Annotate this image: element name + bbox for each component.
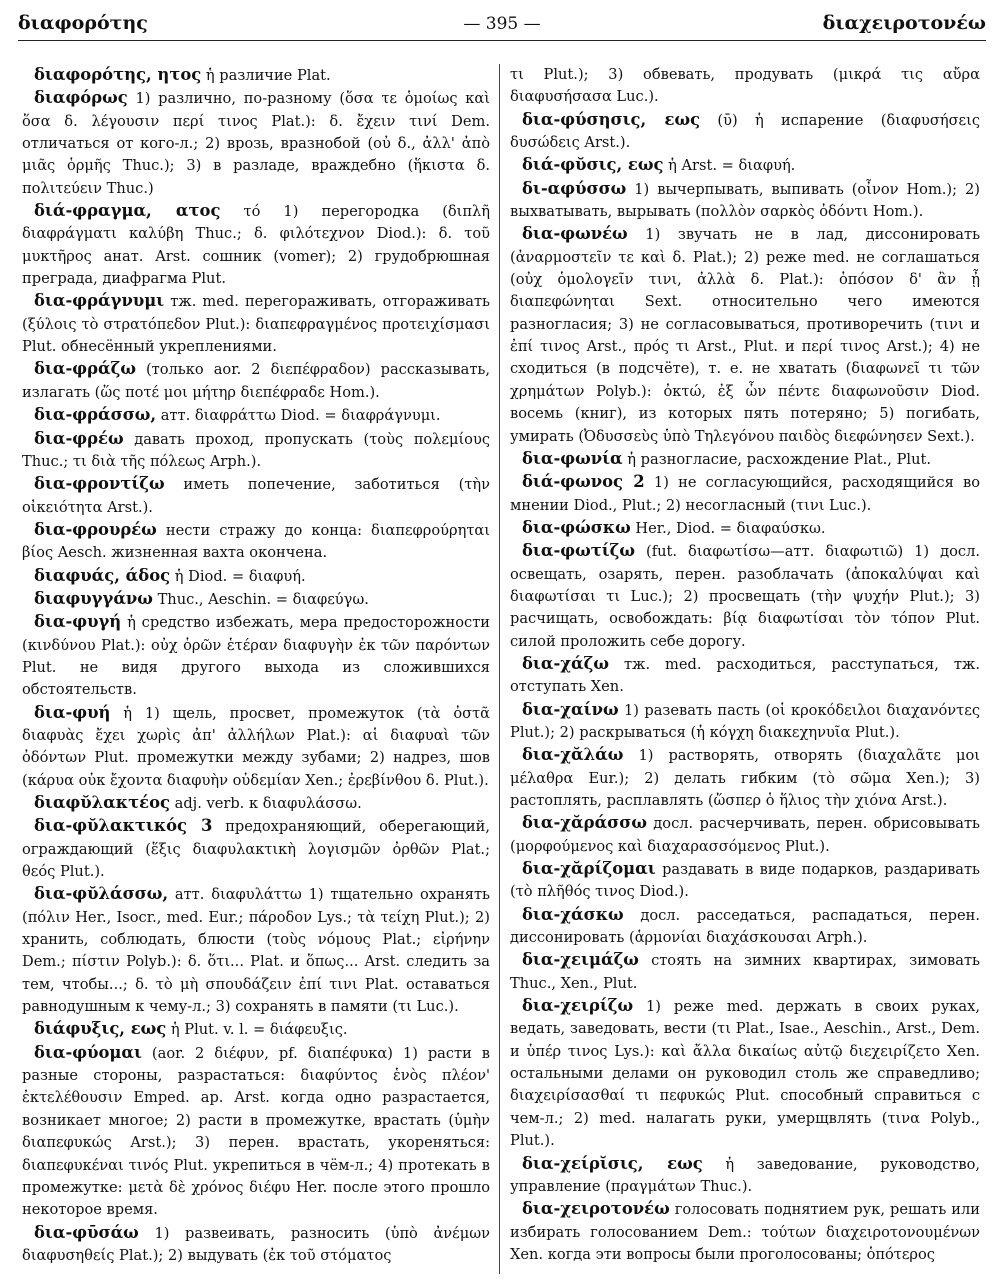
entry-headword: δια-φύσησις, εως	[522, 109, 701, 129]
entry-headword: δια-φώσκω	[522, 517, 631, 537]
entry-definition: давать проход, пропускать (τοὺς πολεμίους Thuc.; τι διὰ τῆς πόλεως Arph.).	[22, 430, 490, 470]
entry-definition: тж. med. расходиться, расступаться, тж. отступать Xen.	[510, 655, 980, 696]
entry-definition: Thuc., Aeschin. = διαφεύγω.	[157, 590, 369, 608]
entry-headword: δια-χᾰράσσω	[522, 813, 647, 833]
page-number: — 395 —	[463, 14, 541, 34]
running-head-left: διαφορότης	[18, 12, 148, 34]
dictionary-entry	[22, 519, 490, 565]
entry-definition: τό 1) перегородка (διπλῆ διαφράγματι καλύβη Thuc.; δ. φιλότεχνον Diod.): δ. τοῦ μυκτῆρος анат. Arst. сошник (vomer); 2) грудобрюшная преграда, диафрагма Plut.	[22, 203, 490, 288]
entry-headword: δια-φρουρέω	[34, 519, 157, 539]
entry-definition: досл. расчерчивать, перен. обрисовывать (μορφούμενος καὶ διαχαρασσόμενος Plut.).	[510, 815, 980, 855]
dictionary-entry	[510, 471, 980, 517]
entry-definition: 1) растворять, отворять (διαχαλᾶτε μοι μέλαθρα Eur.); 2) делать гибким (τὸ σῶμα Xen.); 3) растоплять, расплавлять (ὥσπερ ὁ ἥλιος τὴν χιόνα Arst.).	[510, 747, 980, 809]
dictionary-entry	[510, 517, 980, 540]
entry-headword: δια-φύομαι	[34, 1042, 142, 1062]
entry-definition: голосовать поднятием рук, решать или избирать голосованием Dem.: τούτων διαχειροτονουμένων Xen. когда эти вопросы были проголосованы; ὁπότερος	[510, 1201, 980, 1263]
entry-definition: ἡ 1) щель, просвет, промежуток (τὰ ὀστᾶ διαφυὰς ἔχει χωρὶς ἀπ' ἀλλήλων Plat.): αἱ διαφυαὶ τῶν ὀδόντων Plut. промежутки между зубами; 2) надрез, шов (κάρυα οὐκ ἔχοντα διαφυὴν οὐδεμίαν Xen.; ἐρεβίνθου δ. Plut.).	[22, 704, 490, 789]
dictionary-entry	[510, 995, 980, 1152]
entry-definition: (только aor. 2 διεπέφραδον) рассказывать, излагать (ὥς ποτέ μοι μήτηρ διεπέφραδε Hom.).	[22, 361, 490, 401]
left-column	[22, 64, 490, 1280]
entry-definition: ἡ средство избежать, мера предосторожности (κινδύνου Plat.): οὐχ ὁρῶν ἑτέραν διαφυγὴν ἐκ τῶν παρόντων Plut. не видя другого выхода из сложившихся обстоятельств.	[22, 614, 490, 699]
entry-headword: δια-χειροτονέω	[522, 1199, 670, 1219]
entry-headword: δια-φράγνυμι	[34, 291, 165, 311]
dictionary-entry	[22, 792, 490, 815]
entry-definition: ἡ заведование, руководство, управление (πραγμάτων Thuc.).	[510, 1155, 980, 1195]
dictionary-entry	[22, 428, 490, 474]
dictionary-entry	[510, 154, 980, 177]
entry-definition: досл. расседаться, распадаться, перен. диссонировать (ἁρμονίαι διαχάσκουσαι Arph.).	[510, 906, 980, 947]
entry-headword: δια-φυγή	[34, 612, 122, 632]
dictionary-entry	[510, 540, 980, 653]
entry-definition: Her., Diod. = διαφαύσκω.	[635, 519, 826, 537]
entry-definition: тж. med. перегораживать, отгораживать (ξύλοις τὸ στρατόπεδον Plut.): διαπεφραγμένος προτειχίσμασι Plut. обнесённый укреплениями.	[22, 293, 490, 356]
entry-definition: 1) реже med. держать в своих руках, ведать, заведовать, вести (τι Plat., Isae., Aeschin., Arst., Dem. и ὑπέρ τινος Lys.): καὶ ἄλλα δικαίως αὐτῷ διεχειρίζετο Xen. остальными делами он руководил столь же справедливо; διαχειρίσασθαί τι πεφυκώς Plut. способный справиться с чем-л.; 2) med. налагать руки, умерщвлять (τινα Polyb., Plut.).	[510, 998, 980, 1150]
dictionary-entry	[22, 883, 490, 1018]
dictionary-entry	[510, 223, 980, 447]
dictionary-entry	[22, 611, 490, 701]
dictionary-entry	[22, 588, 490, 611]
entry-definition: раздавать в виде подарков, раздаривать (τὸ πλῆθός τινος Diod.).	[510, 861, 980, 901]
entry-definition: 1) разевать пасть (οἱ κροκόδειλοι διαχανόντες Plut.); 2) раскрываться (ἡ κόγχη διακεχηνυῖα Plut.).	[510, 701, 980, 741]
entry-headword: δια-χειρίζω	[522, 996, 634, 1016]
dictionary-entry	[510, 109, 980, 155]
dictionary-entry	[22, 815, 490, 883]
dictionary-entry	[510, 949, 980, 995]
page-header	[18, 10, 986, 41]
entry-headword: δια-φράσσω,	[34, 405, 157, 425]
entry-definition: 1) вычерпывать, выпивать (οἶνον Hom.); 2) выхватывать, вырывать (πολλὸν σαρκὸς ὀδόντι Hom.).	[510, 180, 980, 221]
entry-definition: (aor. 2 διέφυν, pf. διαπέφυκα) 1) расти в разные стороны, разрастаться: διαφύντος ἑνὸς πλέον' ἐκτελέθουσιν Emped. ap. Arst. когда одно разрастается, возникает многое; 2) расти в промежутке, врастать (ὑμὴν διαπεφυκώς Arst.); 3) перен. врастать, укореняться: διαπεφυκέναι τινός Plut. укрепиться в чём-л.; 4) протекать в промежутке: μετὰ δὲ χρόνος διέφυ Her. после этого прошло некоторое время.	[22, 1044, 490, 1219]
entry-headword: διάφυξις, εως	[34, 1019, 167, 1039]
dictionary-entry	[510, 178, 980, 224]
entry-headword: διαφυγγάνω	[34, 588, 153, 608]
entry-headword: δια-χειμάζω	[522, 950, 639, 970]
dictionary-entry	[22, 290, 490, 358]
entry-definition: (fut. διαφωτίσω—атт. διαφωτιῶ) 1) досл. освещать, озарять, перен. разоблачать (ἀποκαλύψαι καὶ διαφωτίσαι τι Luc.); 2) просвещать (τὴν ψυχήν Plut.); 3) расчищать, освобождать: βίᾳ διαφωτίσαι τὸν τόπον Plut. силой проложить себе дорогу.	[510, 543, 980, 650]
entry-definition: ἡ различие Plat.	[205, 67, 331, 84]
entry-headword: δι-αφύσσω	[522, 178, 627, 198]
entry-headword: διά-φραγμα, ατος	[34, 201, 221, 221]
entry-headword: δια-χᾰρίζομαι	[522, 859, 656, 879]
entry-headword: δια-φρέω	[34, 428, 124, 448]
dictionary-entry	[510, 653, 980, 699]
dictionary-entry	[22, 87, 490, 200]
entry-definition: 1) различно, по-разному (ὅσα τε ὁμοίως καὶ ὅσα δ. λέγουσιν περί τινος Plat.): δ. ἔχειν τινί Dem. отличаться от кого-л.; 2) врозь, вразнобой (οὐ δ., ἀλλ' ἀπὸ μιᾶς ὁρμῆς Thuc.); 3) в разладе, враждебно (ἥκιστα δ. πολιτεύειν Thuc.)	[22, 90, 490, 197]
entry-headword: δια-χᾰλάω	[522, 745, 624, 765]
entry-headword: δια-φῠλάσσω,	[34, 884, 169, 904]
entry-headword: διαφόρως	[34, 88, 128, 108]
entry-definition: ἡ Plut. v. l. = διάφευξις.	[170, 1021, 348, 1039]
entry-headword: δια-χαίνω	[522, 699, 619, 719]
entry-definition: ἡ Arst. = διαφυή.	[668, 157, 796, 175]
entry-headword: διά-φῠσις, εως	[522, 155, 664, 175]
right-column	[510, 64, 980, 1280]
entry-headword: διαφυάς, άδος	[34, 565, 171, 585]
dictionary-entry	[510, 1153, 980, 1199]
entry-definition: adj. verb. к διαφυλάσσω.	[174, 795, 362, 812]
entry-definition: τι Plut.); 3) обвевать, продувать (μικρά τις αὔρα διαφυσήσασα Luc.).	[510, 66, 980, 106]
entry-definition: стоять на зимних квартирах, зимовать Thuc., Xen., Plut.	[510, 952, 980, 992]
entry-headword: διαφῠλακτέος	[34, 793, 170, 812]
dictionary-entry	[22, 473, 490, 519]
dictionary-entry	[22, 404, 490, 427]
entry-headword: δια-φωνέω	[522, 224, 628, 244]
entry-definition: (ῡ) ἡ испарение (διαφυσήσεις δυσώδεις Arst.).	[510, 111, 980, 152]
entry-headword: δια-φυή	[34, 702, 111, 722]
entry-headword: διαφορότης, ητος	[34, 65, 202, 84]
entry-headword: δια-φωνία	[522, 448, 623, 468]
entry-definition: 1) не согласующийся, расходящийся во мнении Diod., Plut.; 2) несогласный (τινι Luc.).	[510, 474, 980, 514]
entry-definition: атт. διαφυλάττω 1) тщательно охранять (πόλιν Her., Isocr., med. Eur.; πάροδον Lys.; τὰ τείχη Plut.); 2) хранить, соблюдать, блюсти (τοὺς νόμους Plat.; εἰρήνην Dem.; πίστιν Polyb.): δ. ὅτι... Plat. и ὅπως... Arst. следить за тем, чтобы...; δ. τὸ μὴ σπουδάζειν ἐπί τινι Plat. оставаться равнодушным к чему-л.; 3) сохранять в памяти (τι Luc.).	[22, 886, 490, 1016]
entry-definition: атт. διαφράττω Diod. = διαφράγνυμι.	[160, 407, 441, 425]
entry-definition: ἡ Diod. = διαφυή.	[174, 567, 306, 585]
dictionary-entry	[510, 699, 980, 745]
column-divider	[499, 64, 500, 1274]
dictionary-entry	[22, 565, 490, 588]
running-head-right: διαχειροτονέω	[822, 12, 986, 34]
entry-headword: δια-χείρῐσις, εως	[522, 1153, 703, 1173]
entry-definition: иметь попечение, заботиться (τὴν οἰκειότητα Arst.).	[22, 476, 490, 516]
entry-definition: 1) звучать не в лад, диссонировать (ἀναρμοστεῖν τε καὶ δ. Plat.); 2) реже med. не соглашаться (οὐχ ὁμολογεῖν τινι, ἀλλὰ δ. Plat.): ὁπόσον δ' ἂν ᾖ διαπεφώνηται Sext. относительно чего имеются разногласия; 3) не согласовываться, противоречить (τινι и ἐπί τινος Arst., πρός τι Arst., Plut. и περί τινος Arst.); 4) не сходиться (в подсчёте), т. е. не хватать (διαφωνεῖ τι τῶν χρημάτων Polyb.): ὀκτώ, ἐξ ὧν πέντε διαφωνοῦσιν Diod. восемь (книг), из которых пять потеряно; 5) погибать, умирать (Ὀδυσσεὺς ὑπὸ Τηλεγόνου παιδὸς διεφώνησεν Sext.).	[510, 226, 980, 445]
dictionary-entry	[22, 358, 490, 404]
entry-headword: δια-φροντίζω	[34, 474, 165, 494]
dictionary-entry	[22, 702, 490, 792]
dictionary-entry	[22, 1042, 490, 1222]
entry-headword: δια-φῠλακτικός 3	[34, 816, 213, 836]
dictionary-entry	[22, 64, 490, 87]
entry-definition: 1) развеивать, разносить (ὑπὸ ἀνέμων διαφυσηθείς Plat.); 2) выдувать (ἐκ τοῦ στόματος	[22, 1224, 490, 1264]
dictionary-entry	[22, 1222, 490, 1268]
entry-headword: δια-χάσκω	[522, 904, 624, 924]
dictionary-entry	[510, 858, 980, 904]
dictionary-entry	[510, 448, 980, 471]
dictionary-entry	[510, 904, 980, 950]
dictionary-entry	[510, 812, 980, 858]
entry-definition: предохраняющий, оберегающий, ограждающий (ἕξις διαφυλακτικὴ λογισμῶν ὀρθῶν Plat.; θεός Plut.).	[22, 818, 490, 881]
entry-headword: δια-φῡσάω	[34, 1222, 139, 1242]
dictionary-entry	[22, 200, 490, 290]
dictionary-entry	[510, 1198, 980, 1266]
dictionary-entry	[510, 64, 980, 109]
entry-definition: ἡ разногласие, расхождение Plat., Plut.	[627, 450, 931, 468]
entry-definition: нести стражу до конца: διαπεφρούρηται βίος Aesch. жизненная вахта окончена.	[22, 521, 490, 562]
entry-headword: δια-φράζω	[34, 359, 136, 379]
entry-headword: δια-χάζω	[522, 653, 609, 673]
entry-headword: διά-φωνος 2	[522, 472, 645, 492]
dictionary-entry	[22, 1018, 490, 1041]
dictionary-entry	[510, 744, 980, 812]
entry-headword: δια-φωτίζω	[522, 541, 635, 561]
